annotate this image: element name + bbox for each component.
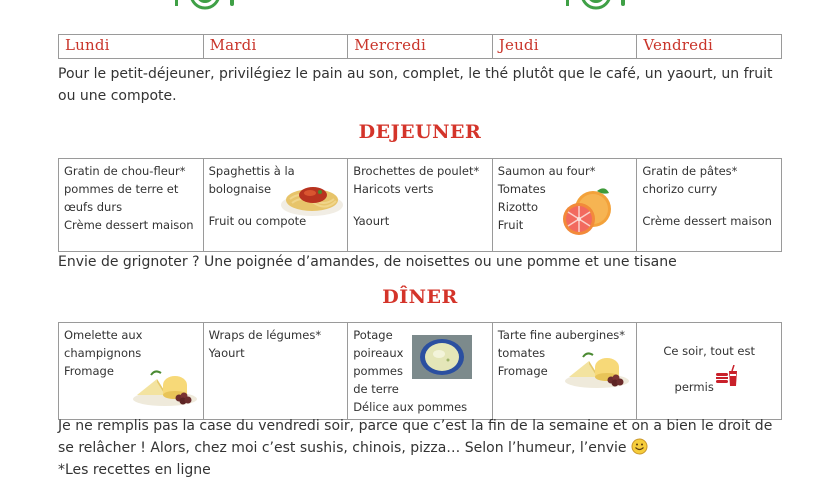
friday-note-text: Je ne remplis pas la case du vendredi soir, parce que c’est la fin de la semaine et on a bien le droit de se relâcher ! Alors, chez moi c’est sushis, chinois, pizza… Selon l’humeur, l’envie <box>58 418 773 456</box>
dinner-cell-tuesday <box>203 323 348 420</box>
day-monday: Lundi <box>59 35 204 59</box>
menu-line: Crème dessert maison <box>642 214 772 228</box>
leek-soup-bowl-photo <box>412 335 472 379</box>
menu-line: champignons <box>64 346 142 360</box>
day-tuesday: Mardi <box>203 35 348 59</box>
day-thursday: Jeudi <box>492 35 637 59</box>
smiley-icon <box>631 438 648 455</box>
lunch-cell-wednesday <box>348 159 493 252</box>
menu-line: Fruit <box>497 218 524 232</box>
menu-line: Fromage <box>64 364 114 378</box>
days-header-table <box>58 34 782 59</box>
plate-fork-knife-icon <box>563 0 629 14</box>
day-wednesday: Mercredi <box>348 35 493 59</box>
menu-line: Haricots verts <box>353 182 434 196</box>
menu-line: Tarte fine aubergines* <box>497 328 626 342</box>
menu-line: Tomates <box>497 182 546 196</box>
menu-line: poireaux <box>353 346 404 360</box>
menu-line: permis <box>674 380 714 394</box>
menu-line: Potage <box>353 328 393 342</box>
plate-fork-knife-icon <box>172 0 238 14</box>
menu-line: Rizotto <box>497 200 539 214</box>
cheese-platter-photo <box>131 365 199 407</box>
snack-tip: Envie de grignoter ? Une poignée d’amandes, de noisettes ou une pomme et une tisane <box>58 254 677 270</box>
menu-line: Délice aux pommes <box>353 400 468 414</box>
dinner-table <box>58 322 782 420</box>
lunch-cell-tuesday <box>203 159 348 252</box>
menu-line: Omelette aux <box>64 328 143 342</box>
recipes-footnote: *Les recettes en ligne <box>58 462 211 478</box>
menu-line: Spaghettis à la <box>208 164 295 178</box>
dinner-cell-friday <box>637 323 782 420</box>
dinner-title: DÎNER <box>382 286 458 308</box>
menu-line: Yaourt <box>208 346 245 360</box>
breakfast-tip: Pour le petit-déjeuner, privilégiez le pain au son, complet, le thé plutôt que le café, un yaourt, un fruit ou une compote. <box>58 66 773 104</box>
lunch-title: DEJEUNER <box>358 121 482 143</box>
menu-line: Saumon au four* <box>497 164 596 178</box>
menu-line: Brochettes de poulet* <box>353 164 480 178</box>
menu-line: pommes <box>353 364 403 378</box>
menu-line: bolognaise <box>208 182 272 196</box>
fast-food-icon <box>715 365 741 387</box>
cheese-platter-photo <box>563 347 631 389</box>
menu-line: Gratin de chou-fleur* <box>64 164 186 178</box>
dinner-cell-thursday <box>492 323 637 420</box>
menu-line: Yaourt <box>353 214 390 228</box>
dinner-cell-monday <box>59 323 204 420</box>
menu-line: Gratin de pâtes* <box>642 164 738 178</box>
menu-line: tomates <box>497 346 546 360</box>
menu-line: Fromage <box>497 364 548 378</box>
menu-line: Crème dessert maison <box>64 218 194 232</box>
day-friday: Vendredi <box>637 35 782 59</box>
lunch-cell-friday <box>637 159 782 252</box>
spaghetti-bolognese-photo <box>280 181 344 217</box>
menu-line: pommes de terre et <box>64 182 179 196</box>
menu-line: Fruit ou compote <box>208 214 307 228</box>
menu-line: Ce soir, tout est <box>663 344 755 358</box>
lunch-table <box>58 158 782 252</box>
lunch-cell-monday <box>59 159 204 252</box>
menu-line: de terre <box>353 382 399 396</box>
menu-line: Wraps de légumes* <box>208 328 322 342</box>
friday-note <box>58 415 782 459</box>
menu-line: œufs durs <box>64 200 123 214</box>
dinner-cell-wednesday <box>348 323 493 420</box>
lunch-cell-thursday <box>492 159 637 252</box>
grapefruit-photo <box>557 187 615 237</box>
menu-line: chorizo curry <box>642 182 718 196</box>
